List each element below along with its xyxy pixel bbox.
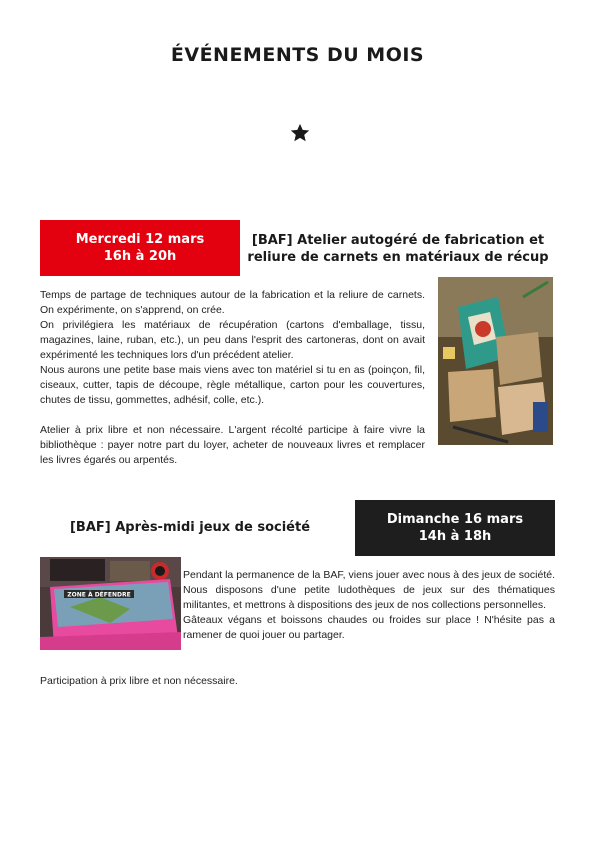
- page-title: ÉVÉNEMENTS DU MOIS: [170, 44, 425, 66]
- event-date: Dimanche 16 mars: [386, 512, 524, 527]
- paragraph: Temps de partage de techniques autour de la fabrication et la reliure de carnets. On expérimente, on s'apprend, on crée.: [40, 289, 425, 316]
- board-game-photo: [40, 557, 181, 650]
- event-date-badge: [355, 500, 555, 556]
- star-icon: [289, 122, 311, 144]
- event-time: 16h à 20h: [103, 249, 177, 264]
- event-date: Mercredi 12 mars: [75, 232, 205, 247]
- event-title: [246, 232, 550, 266]
- event-description: [183, 568, 555, 643]
- paragraph: Atelier à prix libre et non nécessaire. L'argent récolté participe à faire vivre la bibliothèque : payer notre part du loyer, acheter de nouveaux livres et remplacer les livres égarés ou arpentés.: [40, 424, 425, 466]
- game-box-text: ZONE À DÉFENDRE: [67, 591, 131, 599]
- event-title-line: [BAF] Atelier autogéré de fabrication et: [251, 233, 545, 248]
- notebooks-photo: [438, 277, 553, 445]
- event-description: [40, 288, 425, 468]
- event-time: 14h à 18h: [418, 529, 492, 544]
- paragraph: On privilégiera les matériaux de récupération (cartons d'emballage, tissu, magazines, laine, ruban, etc.), un peu dans l'esprit des cartoneras, dont on avait expérimenté les techniques lors d'un précédent atelier.: [40, 319, 425, 361]
- paragraph: Gâteaux végans et boissons chaudes ou froides sur place ! N'hésite pas a ramener de quoi jouer ou partager.: [183, 614, 555, 641]
- paragraph: Nous aurons une petite base mais viens avec ton matériel si tu en as (poinçon, fil, ciseaux, cutter, tapis de découpe, règle métallique, carton pour les couvertures, chutes de tissu, gommettes, adhésif, colle, etc.).: [40, 364, 425, 406]
- event-date-badge: [40, 220, 240, 276]
- event-title-line: reliure de carnets en matériaux de récup: [247, 250, 549, 265]
- paragraph: Pendant la permanence de la BAF, viens jouer avec nous à des jeux de société. Nous disposons d'une petite ludothèques de jeux sur des thématiques militantes, et mettrons à dispositions des jeux de nos collections personnelles.: [183, 569, 555, 611]
- event-footer: Participation à prix libre et non nécessaire.: [40, 675, 238, 687]
- event-title: [BAF] Après-midi jeux de société: [69, 520, 311, 535]
